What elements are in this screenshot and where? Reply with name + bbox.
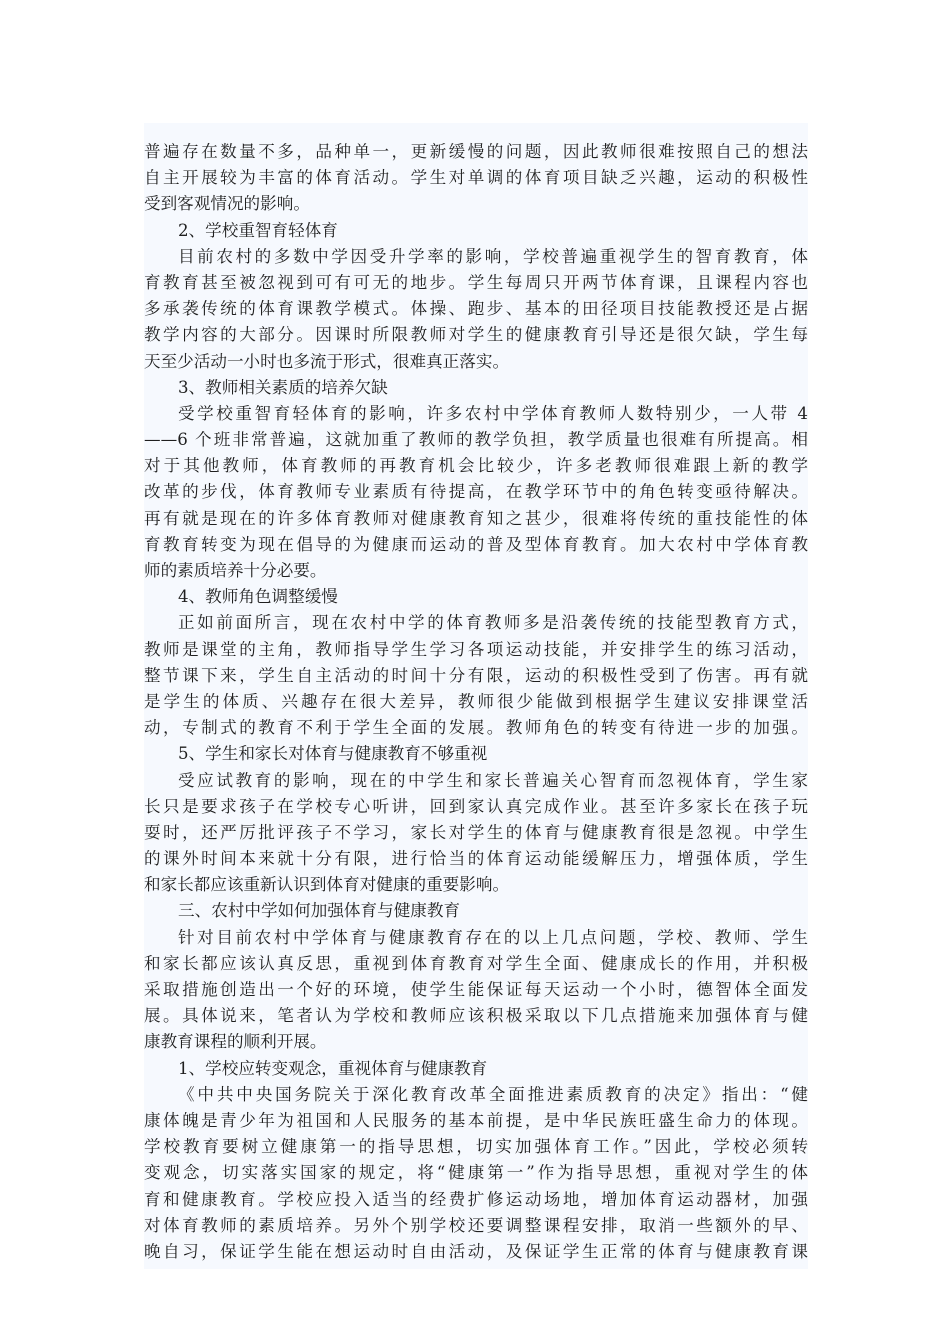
paragraph-first-line: 受应试教育的影响，现在的中学生和家长普遍关心智育而忽视体育，学生家 <box>178 770 808 790</box>
paragraph-line: 展。具体说来，笔者认为学校和教师应该积极采取以下几点措施来加强体育与健 <box>144 1006 808 1026</box>
section-heading: 3、教师相关素质的培养欠缺 <box>178 377 388 397</box>
paragraph-line: 多承袭传统的体育课教学模式。体操、跑步、基本的田径项目技能教授还是占据 <box>144 299 808 319</box>
paragraph-line: 康体魄是青少年为祖国和人民服务的基本前提，是中华民族旺盛生命力的体现。 <box>144 1110 808 1130</box>
paragraph-line: 的课外时间本来就十分有限，进行恰当的体育运动能缓解压力，增强体质，学生 <box>144 849 808 869</box>
paragraph-line: 整节课下来，学生自主活动的时间十分有限，运动的积极性受到了伤害。再有就 <box>144 665 808 685</box>
paragraph-line: 晚自习，保证学生能在想运动时自由活动，及保证学生正常的体育与健康教育课 <box>144 1241 808 1261</box>
section-heading: 三、农村中学如何加强体育与健康教育 <box>178 901 461 921</box>
paragraph-line: 教学内容的大部分。因课时所限教师对学生的健康教育引导还是很欠缺，学生每 <box>144 325 808 345</box>
paragraph-last-line: 康教育课程的顺利开展。 <box>144 1032 327 1052</box>
paragraph-first-line: 目前农村的多数中学因受升学率的影响，学校普遍重视学生的智育教育，体 <box>178 246 808 266</box>
paragraph-last-line: 和家长都应该重新认识到体育对健康的重要影响。 <box>144 875 510 895</box>
paragraph-first-line: 正如前面所言，现在农村中学的体育教师多是沿袭传统的技能型教育方式， <box>178 613 808 633</box>
paragraph-first-line: 受学校重智育轻体育的影响，许多农村中学体育教师人数特别少，一人带 4 <box>178 403 808 423</box>
paragraph-line: ——6 个班非常普遍，这就加重了教师的教学负担，教学质量也很难有所提高。相 <box>144 430 808 450</box>
paragraph-first-line: 针对目前农村中学体育与健康教育存在的以上几点问题，学校、教师、学生 <box>178 927 808 947</box>
paragraph-last-line: 天至少活动一小时也多流于形式，很难真正落实。 <box>144 351 510 371</box>
paragraph-line: 长只是要求孩子在学校专心听讲，回到家认真完成作业。甚至许多家长在孩子玩 <box>144 796 808 816</box>
section-heading: 5、学生和家长对体育与健康教育不够重视 <box>178 744 488 764</box>
paragraph-line: 和家长都应该认真反思，重视到体育教育对学生全面、健康成长的作用，并积极 <box>144 953 808 973</box>
paragraph-line: 变观念，切实落实国家的规定，将“健康第一”作为指导思想，重视对学生的体 <box>144 1163 808 1183</box>
paragraph-line: 改革的步伐，体育教师专业素质有待提高，在教学环节中的角色转变亟待解决。 <box>144 482 808 502</box>
paragraph-line: 育教育转变为现在倡导的为健康而运动的普及型体育教育。加大农村中学体育教 <box>144 534 808 554</box>
paragraph-line: 普遍存在数量不多，品种单一，更新缓慢的问题，因此教师很难按照自己的想法 <box>144 142 808 161</box>
paragraph-line: 对于其他教师，体育教师的再教育机会比较少，许多老教师很难跟上新的教学 <box>144 456 808 476</box>
paragraph-line: 对体育教师的素质培养。另外个别学校还要调整课程安排，取消一些额外的早、 <box>144 1215 808 1235</box>
paragraph-line: 教师是课堂的主角，教师指导学生学习各项运动技能，并安排学生的练习活动， <box>144 639 808 659</box>
paragraph-line: 耍时，还严厉批评孩子不学习，家长对学生的体育与健康教育很是忽视。中学生 <box>144 822 808 842</box>
paragraph-last-line: 受到客观情况的影响。 <box>144 194 310 214</box>
paragraph-line: 学校教育要树立健康第一的指导思想，切实加强体育工作。”因此，学校必须转 <box>144 1137 808 1157</box>
paragraph-line: 育和健康教育。学校应投入适当的经费扩修运动场地，增加体育运动器材，加强 <box>144 1189 808 1209</box>
paragraph-line: 自主开展较为丰富的体育活动。学生对单调的体育项目缺乏兴趣，运动的积极性 <box>144 168 808 188</box>
paragraph-line: 再有就是现在的许多体育教师对健康教育知之甚少，很难将传统的重技能性的体 <box>144 508 808 528</box>
section-heading: 4、教师角色调整缓慢 <box>178 587 338 607</box>
paragraph-line: 采取措施创造出一个好的环境，使学生能保证每天运动一个小时，德智体全面发 <box>144 980 808 999</box>
paragraph-line: 育教育甚至被忽视到可有可无的地步。学生每周只开两节体育课，且课程内容也 <box>144 272 808 292</box>
paragraph-first-line: 《中共中央国务院关于深化教育改革全面推进素质教育的决定》指出：“健 <box>178 1084 808 1104</box>
paragraph-last-line: 师的素质培养十分必要。 <box>144 561 327 580</box>
section-heading: 1、学校应转变观念，重视体育与健康教育 <box>178 1058 488 1078</box>
paragraph-line: 是学生的体质、兴趣存在很大差异，教师很少能做到根据学生建议安排课堂活 <box>144 691 808 711</box>
article-text-block <box>144 123 808 1269</box>
section-heading: 2、学校重智育轻体育 <box>178 220 338 240</box>
paragraph-line: 动，专制式的教育不利于学生全面的发展。教师角色的转变有待进一步的加强。 <box>144 718 808 738</box>
